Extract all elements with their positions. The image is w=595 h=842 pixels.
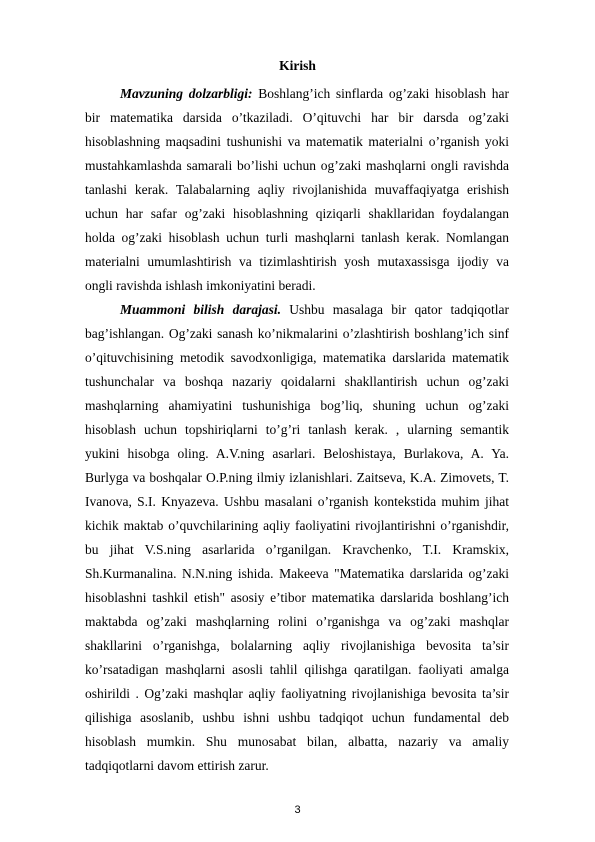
page-number: 3 — [294, 804, 301, 816]
paragraph-knowledge-level — [85, 298, 509, 778]
page-title: Kirish — [279, 58, 316, 73]
paragraph-lead-relevance: Mavzuning dolzarbligi: — [120, 86, 253, 101]
paragraph-text-knowledge-level: Ushbu masalaga bir qator tadqiqotlar bag’ishlangan. Og’zaki sanash ko’nikmalarini o’zlashtirish boshlang’ich sinf o’qituvchisining metodik savodxonligiga, matematika darslarida matematik tushunchalar va boshqa nazariy qoidalarni shakllantirish uchun og’zaki mashqlarning ahamiyatini tushunishiga bog’liq, shuning uchun og’zaki hisoblash uchun topshiriqlarni to’g’ri tanlash kerak. , ularning semantik yukini hisobga oling. A.V.ning asarlari. Beloshistaya, Burlakova, A. Ya. Burlyga va boshqalar O.P.ning ilmiy izlanishlari. Zaitseva, K.A. Zimovets, T. Ivanova, S.I. Knyazeva. Ushbu masalani o’rganish kontekstida muhim jihat kichik maktab o’quvchilarining aqliy faoliyatini rivojlantirishni o’rganishdir, bu jihat V.S.ning asarlarida o’rganilgan. Kravchenko, T.I. Kramskix, Sh.Kurmanalina. N.N.ning ishida. Makeeva "Matematika darslarida og’zaki hisoblashni tashkil etish" asosiy e’tibor matematika darslarida boshlang’ich maktabda og’zaki mashqlarning rolini o’rganishga va og’zaki mashqlar shakllarini o’rganishga, bolalarning aqliy rivojlanishiga bevosita ta’sir ko’rsatadigan mashqlarni asosli tahlil qilishga qaratilgan. faoliyati amalga oshirildi . Og’zaki mashqlar aqliy faoliyatning rivojlanishiga bevosita ta’sir qilishiga asoslanib, ushbu ishni ushbu tadqiqot uchun fundamental deb hisoblash mumkin. Shu munosabat bilan, albatta, nazariy va amaliy tadqiqotlarni davom ettirish zarur. — [85, 302, 510, 773]
paragraph-relevance — [85, 82, 509, 298]
paragraph-text-relevance: Boshlang’ich sinflarda og’zaki hisoblash har bir matematika darsida o’tkaziladi. O’qituvchi har bir darsda og’zaki hisoblashning maqsadini tushunishi va matematik materialni o’rganish yoki mustahkamlashda samarali bo’lishi uchun og’zaki mashqlarni ongli ravishda tanlashi kerak. Talabalarning aqliy rivojlanishida muvaffaqiyatga erishish uchun har safar og’zaki hisoblashning qiziqarli shakllaridan foydalangan holda og’zaki hisoblash uchun turli mashqlarni tanlash kerak. Nomlangan materialni umumlashtirish va tizimlashtirish yosh mutaxassisga ijodiy va ongli ravishda ishlash imkoniyatini beradi. — [85, 86, 509, 293]
paragraph-lead-knowledge-level: Muammoni bilish darajasi. — [120, 302, 281, 317]
body-text — [85, 82, 509, 778]
